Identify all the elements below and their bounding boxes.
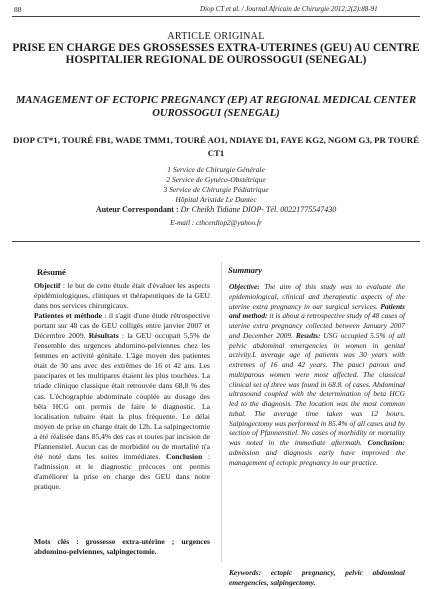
conclusion-en-text: admission and diagnosis early have improved the management of ectopic pregnancy in our practice. [229,447,405,467]
methode-text: : il s'agit d'une étude rétrospective portant sur 48 cas de GEU colligés entre janvier 2007 et Décembre 2009. [34,311,211,341]
resultats-text: : la GEU occupait 5,5% de l'ensemble des urgences abdomino-pelviennes chez les femmes en activité génitale. L'âge moyen des patientes était de 30 ans avec des extrêmes de 16 et 42 ans. Les paucipares et les multipares étaient les plus touchées. La triade clinique classique était retrouvée dans 68,8 % des cas. L'échographie abdominale couplée au dosage des bêta HCG ont permis de faire le diagnostic. La localisation tubaire était la plus fréquente. Le délai moyen de prise en charge était de 12h. La salpingectomie a été réalisée dans 85,4% des cas et toutes par incision de Pfannenstiel. Aucun cas de morbidité ou de mortalité n'a été noté dans les suites immédiates. [34,331,210,461]
title-english: MANAGEMENT OF ECTOPIC PREGNANCY (EP) AT REGIONAL MEDICAL CENTER OUROSSOGUI (SENEGAL) [15,95,417,119]
summary-keywords [229,568,405,588]
corresponding-label: Auteur Correspondant : [95,205,179,214]
title-french: PRISE EN CHARGE DES GROSSESSES EXTRA-UTERINES (GEU) AU CENTRE HOSPITALIER REGIONAL DE OUROSSOGUI (SENEGAL) [12,42,420,67]
corresponding-email: E-mail : cthcerdiop2@yahoo.fr [170,218,262,227]
page-number: 88 [14,5,22,14]
resume-keywords [34,537,210,557]
keywords-fr-text: grossesse extra-utérine ; urgences abdomino-pelviennes, salpingectomie. [34,537,210,557]
patients-text: it is about a retrospective study of 48 cases of uterine extra pregnancy collected between January 2007 and December 2009. [229,311,405,340]
patients-label: Patients and method: [229,301,405,321]
journal-citation: Diop CT et al. / Journal Africain de Chirurgie 2012;2(2):88-91 [200,5,378,13]
keywords-en-label: Keywords: [229,568,262,577]
summary-body [229,282,405,467]
objectif-text: : le but de cette étude était d'évaluer les aspects épidémiologiques, cliniques et thérapeutiques de la GEU dans nos services chirurgicaux. [34,281,210,311]
conclusion-text: : l'admission et le diagnostic précoces ont permis d'améliorer la prise en charge des GEU dans notre pratique. [34,451,210,491]
keywords-en-text: ectopic pregnancy, pelvic abdominal emergencies, salpingectomy. [229,568,405,587]
resume-body [34,281,210,492]
article-type: ARTICLE ORIGINAL [167,31,265,42]
affiliation: 2 Service de Gynéco-Obstétrique [166,175,266,184]
methode-label: Patientes et méthode [34,311,102,321]
author-list: DIOP CT*1, TOURÉ FB1, WADE TMM1, TOURÉ AO1, NDIAYE D1, FAYE KG2, NGOM G3, PR TOURÉ CT1 [12,135,420,158]
column-divider [221,262,222,562]
objective-text: The aim of this study was to evaluate the epidemiological, clinical and therapeutic aspects of the uterine extra pregnancy in our surgical services. [229,282,405,311]
summary-heading: Summary [228,265,263,275]
affiliation: Hôpital Aristide Le Dantec [175,195,257,204]
resume-heading: Résumé [37,267,66,277]
affiliation: 1 Service de Chirurgie Générale [167,165,265,174]
resultats-label: Résultats [88,331,119,341]
results-text: USG occupied 5.5% of all pelvic abdominal emergencies in women in genital activity.L average age of patients was 30 years with extremes of 16 and 42 years. The pauci parous and multiparous women were most affected. The classical clinical set of three was found in 68.8. of cases. Abdominal ultrasound coupled with the determination of beta HCG led to the diagnosis. The location was the most common tubal. The average time taken was 12 hours. Salpingectomy was performed in 85.4% of all cases and by section of Pfannenstiel. No cases of morbidity or mortality was noted in the immediate aftermath. [229,330,406,447]
corresponding-author [0,205,432,214]
section-rule [12,241,420,242]
conclusion-en-label: Conclusion: [367,438,405,447]
results-label: Results: [295,330,321,340]
conclusion-label: Conclusion [166,451,203,461]
header-rule [12,16,420,17]
affiliation: 3 Service de Chirurgie Pédiatrique [163,185,269,194]
objectif-label: Objectif [34,281,61,290]
keywords-fr-label: Mots clés : [34,537,79,546]
objective-label: Objective: [229,282,260,291]
corresponding-value: Dr Cheikh Tidiane DIOP- Tél. 00221775547430 [180,205,337,214]
